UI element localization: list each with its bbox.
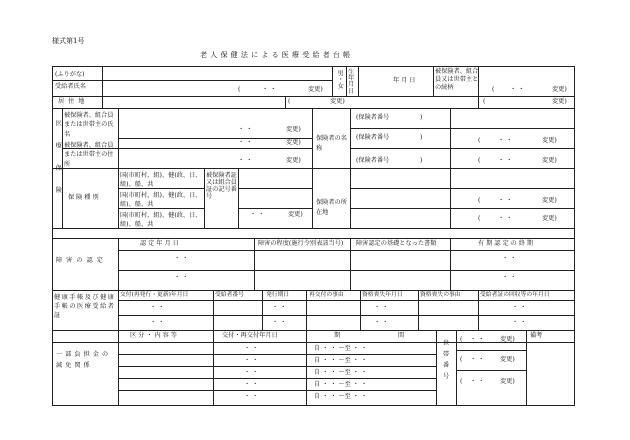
return-date-1: ・ ・ xyxy=(512,304,527,311)
copay-date-5: ・ ・ xyxy=(244,393,259,400)
copay-period-4: 自 ・ ・ 〜至 ・ ・ xyxy=(314,381,368,388)
addr-change-date: ・ ・ xyxy=(498,215,513,222)
divider xyxy=(418,290,419,330)
insurer-change-open: ( xyxy=(478,157,481,164)
divider xyxy=(358,66,359,96)
divider xyxy=(526,330,527,406)
divider xyxy=(456,370,526,371)
divider xyxy=(118,148,312,149)
col-category: 区 分 ・ 内 容 等 xyxy=(130,332,177,339)
divider xyxy=(478,290,479,330)
divider xyxy=(350,128,575,129)
divider xyxy=(450,108,451,228)
divider xyxy=(478,96,479,108)
divider xyxy=(360,290,361,330)
loss-date-2: ・ ・ xyxy=(374,319,389,326)
name-change-date: ・ ・ xyxy=(262,86,277,93)
divider xyxy=(204,168,205,228)
furigana-label: (ふりがな) xyxy=(55,71,85,78)
col-return-date: 受給者証の回収等の年月日 xyxy=(480,292,550,298)
divider xyxy=(118,238,119,290)
copay-date-2: ・ ・ xyxy=(244,357,259,364)
remarks-label: 備考 xyxy=(530,332,543,339)
insurer-change: 変更) xyxy=(542,137,557,144)
divider xyxy=(254,238,255,290)
divider xyxy=(238,188,312,189)
insurance-type-option: 国(市町村、組)、健(政、日、組)、船、共 xyxy=(120,212,202,228)
res2-change-label: 変更) xyxy=(552,98,567,105)
divider xyxy=(52,342,575,343)
divider xyxy=(433,66,434,96)
col-recipient-no: 受給者番号 xyxy=(215,292,244,298)
divider xyxy=(456,330,457,406)
loss-date-1: ・ ・ xyxy=(374,304,389,311)
divider xyxy=(118,315,575,316)
col-period-a: 期 xyxy=(334,332,341,339)
insured-address-label: 被保険者、組合員または世帯主の住所 xyxy=(64,142,114,168)
res2-change-open: ( xyxy=(483,98,486,105)
recipient-name-label: 受給者氏名 xyxy=(55,83,86,90)
addr-change: 変更) xyxy=(542,215,557,222)
col-issue-term: 発行期日 xyxy=(266,292,290,298)
divider xyxy=(332,66,333,96)
divider xyxy=(350,238,351,290)
insurer-no-label: (保険者番号 xyxy=(356,134,390,141)
divider xyxy=(118,390,436,391)
rel-change-date: ・ ・ xyxy=(510,86,525,93)
household-no-label: 世帯番号 xyxy=(443,340,450,381)
card-change: 変更) xyxy=(288,211,303,218)
copay-period-2: 自 ・ ・ 〜至 ・ ・ xyxy=(314,357,368,364)
insured-address-change: 変更) xyxy=(286,157,301,164)
divider xyxy=(285,96,286,108)
divider xyxy=(262,290,263,330)
issue-term-2: ・ ・ xyxy=(272,319,287,326)
hh-change: 変更) xyxy=(500,356,515,363)
divider xyxy=(213,330,214,406)
divider xyxy=(118,354,436,355)
hh-change-open: ( xyxy=(460,336,463,343)
insured-name-change-date2: ・ ・ xyxy=(238,139,253,146)
cert-date-2: ・ ・ xyxy=(174,274,189,281)
form-number: 様式第1号 xyxy=(52,37,85,45)
insured-name-change: 変更) xyxy=(286,126,301,133)
divider xyxy=(450,238,451,290)
hh-change: 変更) xyxy=(500,378,515,385)
hh-change-date: ・ ・ xyxy=(470,356,485,363)
col-reissue-reason: 再交付の事由 xyxy=(309,292,344,298)
residence-label: 居 住 地 xyxy=(58,98,86,105)
birth-value: 年 月 日 xyxy=(393,77,416,84)
divider xyxy=(118,270,575,271)
sex-label: 男・女 xyxy=(336,70,344,89)
certificate-label: 健康手帳及び健康手帳の医療受給者証 xyxy=(54,294,116,319)
insurer-change: 変更) xyxy=(542,157,557,164)
divider xyxy=(350,188,575,189)
divider xyxy=(350,108,351,228)
name-change-open: ( xyxy=(238,86,241,93)
divider xyxy=(52,330,575,331)
col-loss-date: 資格喪失年月日 xyxy=(362,292,403,298)
insurance-type-option: 国(市町村、組)、健(政、日、組)、船、共 xyxy=(120,172,202,188)
insurance-type-label: 保 険 種 別 xyxy=(68,194,99,201)
addr-change-open: ( xyxy=(478,197,481,204)
term-end-2: ・ ・ xyxy=(502,274,517,281)
cert-date-1: ・ ・ xyxy=(174,255,189,262)
insurer-address-label: 保険者の所在地 xyxy=(316,199,347,216)
hh-change: 変更) xyxy=(500,336,515,343)
col-disability-degree: 障害の程度(施行令別表該当号) xyxy=(258,240,344,247)
divider xyxy=(312,108,313,228)
copay-date-4: ・ ・ xyxy=(244,381,259,388)
insurer-change-date: ・ ・ xyxy=(498,137,513,144)
divider xyxy=(238,168,239,228)
divider xyxy=(52,290,575,291)
page-title: 老 人 保 健 法 に よ る 医 療 受 給 者 台 帳 xyxy=(200,51,351,59)
hh-change-date: ・ ・ xyxy=(470,336,485,343)
issue-date-2: ・ ・ xyxy=(150,319,165,326)
copay-period-5: 自 ・ ・ 〜至 ・ ・ xyxy=(314,393,368,400)
insured-name-change2: 変更) xyxy=(286,139,301,146)
copay-date-1: ・ ・ xyxy=(244,345,259,352)
divider xyxy=(118,290,119,330)
res-change-label: 変更) xyxy=(330,98,345,105)
hh-change-open: ( xyxy=(460,378,463,385)
divider xyxy=(118,300,575,301)
divider xyxy=(350,148,575,149)
divider xyxy=(118,366,436,367)
insurer-name-label: 保険者の名称 xyxy=(316,135,347,152)
issue-term-1: ・ ・ xyxy=(272,304,287,311)
col-period-b: 間 xyxy=(398,332,405,339)
insurer-no-close: ) xyxy=(420,134,423,141)
divider xyxy=(52,108,575,109)
divider xyxy=(52,96,575,97)
insured-name-label: 被保険者、組合員または世帯主の氏名 xyxy=(64,112,114,138)
hh-change-date: ・ ・ xyxy=(470,378,485,385)
res-change-open: ( xyxy=(288,98,291,105)
divider xyxy=(306,290,307,330)
divider xyxy=(52,80,332,81)
divider xyxy=(456,350,526,351)
divider xyxy=(118,330,119,406)
divider xyxy=(238,208,312,209)
rel-change-label: 変更) xyxy=(552,86,567,93)
birth-label: 生年月日 xyxy=(348,69,355,95)
addr-change-date: ・ ・ xyxy=(498,197,513,204)
card-symbol-label: 被保険者証又は組合員証の記号番号 xyxy=(206,172,237,201)
col-reissue-date: 交付・再交付年月日 xyxy=(222,332,278,339)
insured-name-change-date: ・ ・ xyxy=(238,126,253,133)
name-change-label: 変更) xyxy=(308,86,323,93)
divider xyxy=(62,108,63,228)
insurer-no-label: (保険者番号 xyxy=(356,157,390,164)
copay-date-3: ・ ・ xyxy=(244,369,259,376)
disability-label: 障 害 の 認 定 xyxy=(56,257,104,264)
divider xyxy=(436,330,437,406)
form-frame xyxy=(52,66,575,406)
divider xyxy=(118,108,119,228)
divider xyxy=(118,138,312,139)
col-term-end: 有 期 認 定 の 終 期 xyxy=(478,240,534,247)
col-loss-reason: 資格喪失の事由 xyxy=(420,292,461,298)
insurer-no-close: ) xyxy=(420,114,423,121)
insurer-change-open: ( xyxy=(478,137,481,144)
col-issue-date: 交付(再発行・更新)年月日 xyxy=(120,292,189,298)
col-basis-document: 障害認定の基礎となった書類 xyxy=(356,240,437,247)
term-end-1: ・ ・ xyxy=(502,255,517,262)
copay-period-3: 自 ・ ・ 〜至 ・ ・ xyxy=(314,369,368,376)
return-date-2: ・ ・ xyxy=(512,319,527,326)
relationship-label: 被保険者、組合員又は世帯主との続柄 xyxy=(435,68,479,91)
divider xyxy=(102,66,103,108)
copay-label: 一部負担金の減免関係 xyxy=(56,351,112,369)
medical-insurance-side-label: 医療保険 xyxy=(54,120,62,209)
insurance-type-option: 国(市町村、組)、健(政、日、組)、船、共 xyxy=(120,192,202,208)
hh-change-open: ( xyxy=(460,356,463,363)
addr-change-open: ( xyxy=(478,215,481,222)
divider xyxy=(350,208,575,209)
divider xyxy=(213,290,214,330)
copay-period-1: 自 ・ ・ 〜至 ・ ・ xyxy=(314,345,368,352)
rel-change-open: ( xyxy=(492,86,495,93)
insurer-change-date: ・ ・ xyxy=(498,157,513,164)
card-change-date: ・ ・ xyxy=(250,211,265,218)
insurer-no-close: ) xyxy=(420,157,423,164)
insurer-no-label: (保険者番号 xyxy=(356,114,390,121)
divider xyxy=(118,250,575,251)
col-cert-date: 認 定 年 月 日 xyxy=(140,240,179,247)
divider xyxy=(52,238,575,239)
divider xyxy=(118,378,436,379)
issue-date-1: ・ ・ xyxy=(150,304,165,311)
insured-address-change-date: ・ ・ xyxy=(238,157,253,164)
divider xyxy=(306,330,307,406)
divider xyxy=(52,168,575,169)
addr-change: 変更) xyxy=(542,197,557,204)
divider xyxy=(346,66,347,96)
